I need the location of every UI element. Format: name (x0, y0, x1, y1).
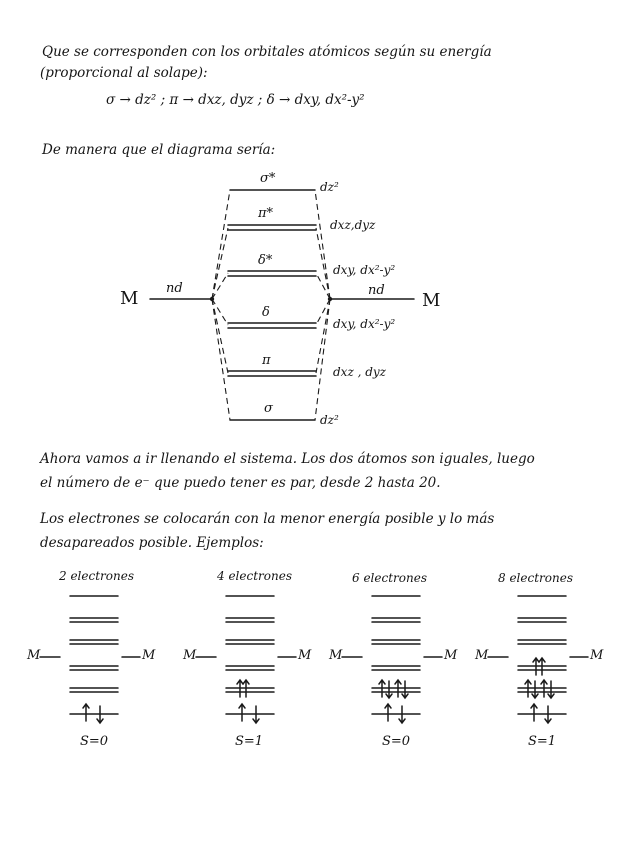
symbol-pi: π (262, 353, 271, 368)
diagram-caption: De manera que el diagrama sería: (42, 142, 276, 158)
intro-line-1: Que se corresponden con los orbitales atómicos según su energía (42, 44, 492, 60)
example-4-m-right: M (590, 648, 604, 663)
orbitals-delta-star: dxy, dx²-y² (333, 263, 396, 277)
spin-up-arrow (83, 704, 89, 721)
example-2-m-right: M (298, 648, 312, 663)
orbitals-delta: dxy, dx²-y² (333, 317, 396, 331)
intro-formula: σ → dz² ; π → dxz, dyz ; δ → dxy, dx²-y² (106, 92, 365, 108)
symbol-pi-star: π* (258, 206, 274, 221)
example-6-electrons (342, 596, 442, 723)
orbitals-sigma-star: dz² (320, 180, 339, 194)
example-4-m-left: M (475, 648, 489, 663)
example-4-electrons (196, 596, 296, 723)
example-3-m-left: M (329, 648, 343, 663)
symbol-sigma: σ (264, 401, 273, 416)
example-3-title: 6 electrones (352, 571, 427, 585)
example-8-electrons (488, 596, 588, 723)
example-3-m-right: M (444, 648, 458, 663)
example-2-title: 4 electrones (217, 569, 292, 583)
example-2-spin: S=1 (235, 734, 264, 749)
example-3-spin: S=0 (382, 734, 411, 749)
example-1-m-right: M (142, 648, 156, 663)
symbol-delta: δ (262, 305, 270, 320)
example-4-title: 8 electrones (498, 571, 573, 585)
para1-line-2: el número de e⁻ que puedo tener es par, desde 2 hasta 20. (40, 475, 441, 491)
example-2-m-left: M (183, 648, 197, 663)
para1-line-1: Ahora vamos a ir llenando el sistema. Los dos átomos son iguales, luego (40, 451, 535, 467)
orbitals-sigma: dz² (320, 413, 339, 427)
example-1-title: 2 electrones (59, 569, 134, 583)
example-4-spin: S=1 (528, 734, 557, 749)
nd-label-left: nd (166, 281, 183, 296)
metal-left: M (120, 288, 139, 309)
metal-right: M (422, 290, 441, 311)
intro-line-2: (proporcional al solape): (40, 65, 208, 81)
nd-label-right: nd (368, 283, 385, 298)
symbol-delta-star: δ* (258, 253, 273, 268)
para2-line-2: desapareados posible. Ejemplos: (40, 535, 264, 551)
symbol-sigma-star: σ* (260, 171, 276, 186)
example-1-spin: S=0 (80, 734, 109, 749)
orbitals-pi: dxz , dyz (333, 365, 386, 379)
orbitals-pi-star: dxz,dyz (330, 218, 376, 232)
example-1-m-left: M (27, 648, 41, 663)
para2-line-1: Los electrones se colocarán con la menor energía posible y lo más (40, 511, 495, 527)
example-2-electrons (40, 596, 140, 723)
